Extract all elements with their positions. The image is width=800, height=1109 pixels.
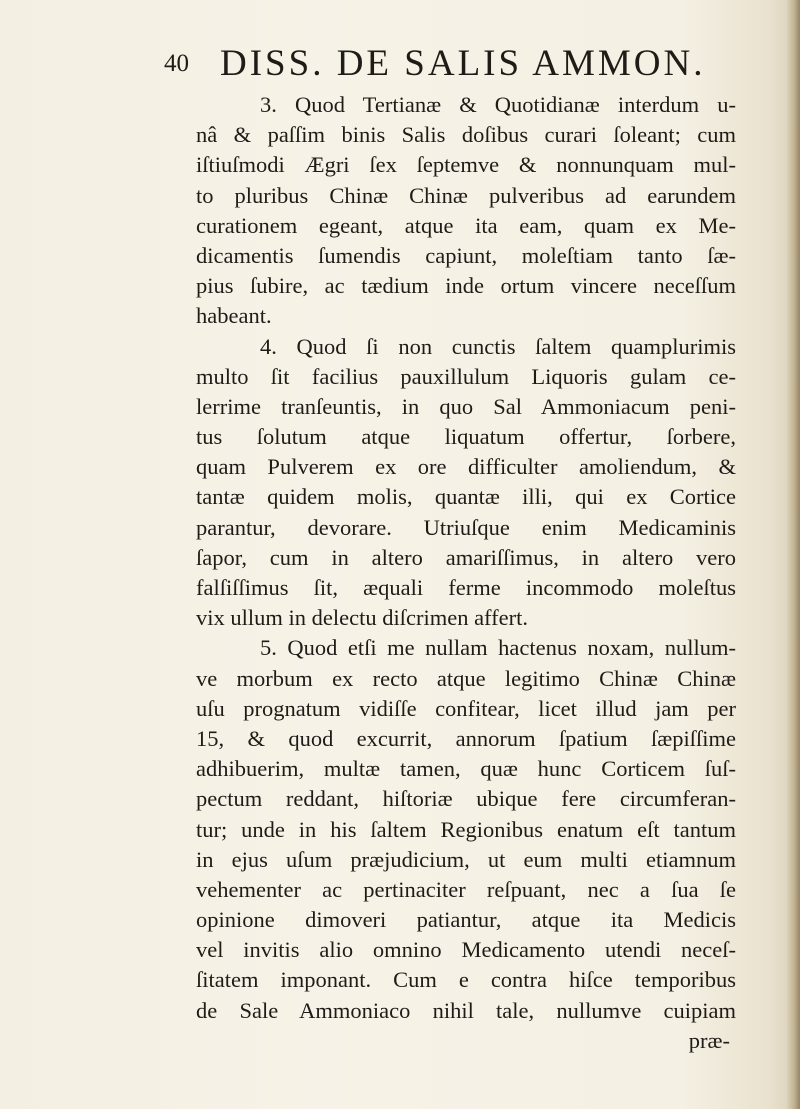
text-line: adhibuerim, multæ tamen, quæ hunc Corticem ſuſ- bbox=[196, 756, 736, 782]
text-line: 5. Quod etſi me nullam hactenus noxam, nullum- bbox=[260, 635, 736, 661]
text-line: parantur, devorare. Utriuſque enim Medicaminis bbox=[196, 514, 736, 540]
body-text bbox=[196, 90, 736, 1056]
text-line: nâ & paſſim binis Salis doſibus curari ſoleant; cum bbox=[196, 122, 736, 148]
text-line: dicamentis ſumendis capiunt, moleſtiam tanto ſæ- bbox=[196, 242, 736, 268]
text-line: uſu prognatum vidiſſe confitear, licet illud jam per bbox=[196, 695, 736, 721]
text-line: vix ullum in delectu diſcrimen affert. bbox=[196, 605, 528, 631]
text-line: tantæ quidem molis, quantæ illi, qui ex Cortice bbox=[196, 484, 736, 510]
running-head: DISS. DE SALIS AMMON. bbox=[220, 43, 706, 84]
text-line: iſtiuſmodi Ægri ſex ſeptemve & nonnunquam mul- bbox=[196, 152, 736, 178]
text-line: ve morbum ex recto atque legitimo Chinæ Chinæ bbox=[196, 665, 736, 691]
text-line: lerrime tranſeuntis, in quo Sal Ammoniacum peni- bbox=[196, 393, 736, 419]
text-line: to pluribus Chinæ Chinæ pulveribus ad earundem bbox=[196, 182, 736, 208]
text-line: pectum reddant, hiſtoriæ ubique fere circumferan- bbox=[196, 786, 736, 812]
text-line: in ejus uſum præjudicium, ut eum multi etiamnum bbox=[196, 846, 736, 872]
text-line: ſapor, cum in altero amariſſimus, in altero vero bbox=[196, 544, 736, 570]
text-line: ſitatem imponant. Cum e contra hiſce temporibus bbox=[196, 967, 736, 993]
text-line: habeant. bbox=[196, 303, 272, 329]
text-line: 4. Quod ſi non cunctis ſaltem quamplurimis bbox=[260, 333, 736, 359]
page-number: 40 bbox=[164, 50, 189, 77]
text-line: opinione dimoveri patiantur, atque ita Medicis bbox=[196, 907, 736, 933]
text-line: pius ſubire, ac tædium inde ortum vincere neceſſum bbox=[196, 273, 736, 299]
text-line: de Sale Ammoniaco nihil tale, nullumve cuipiam bbox=[196, 997, 736, 1023]
text-line: 3. Quod Tertianæ & Quotidianæ interdum u- bbox=[260, 92, 736, 117]
text-line: 15, & quod excurrit, annorum ſpatium ſæpiſſime bbox=[196, 725, 736, 751]
text-line: multo ſit facilius pauxillulum Liquoris gulam ce- bbox=[196, 363, 736, 389]
text-line: quam Pulverem ex ore difficulter amoliendum, & bbox=[196, 454, 736, 480]
text-line: tur; unde in his ſaltem Regionibus enatum eſt tantum bbox=[196, 816, 736, 842]
text-line: vehementer ac pertinaciter reſpuant, nec a ſua ſe bbox=[196, 876, 736, 902]
page-header bbox=[164, 42, 724, 90]
text-line: falſiſſimus ſit, æquali ferme incommodo moleſtus bbox=[196, 575, 736, 600]
text-line: tus ſolutum atque liquatum offertur, ſorbere, bbox=[196, 424, 736, 450]
page-edge-shadow bbox=[786, 0, 800, 1109]
text-line: curationem egeant, atque ita eam, quam ex Me- bbox=[196, 212, 736, 238]
catchword: præ- bbox=[688, 1027, 730, 1053]
text-line: vel invitis alio omnino Medicamento utendi neceſ- bbox=[196, 937, 736, 963]
